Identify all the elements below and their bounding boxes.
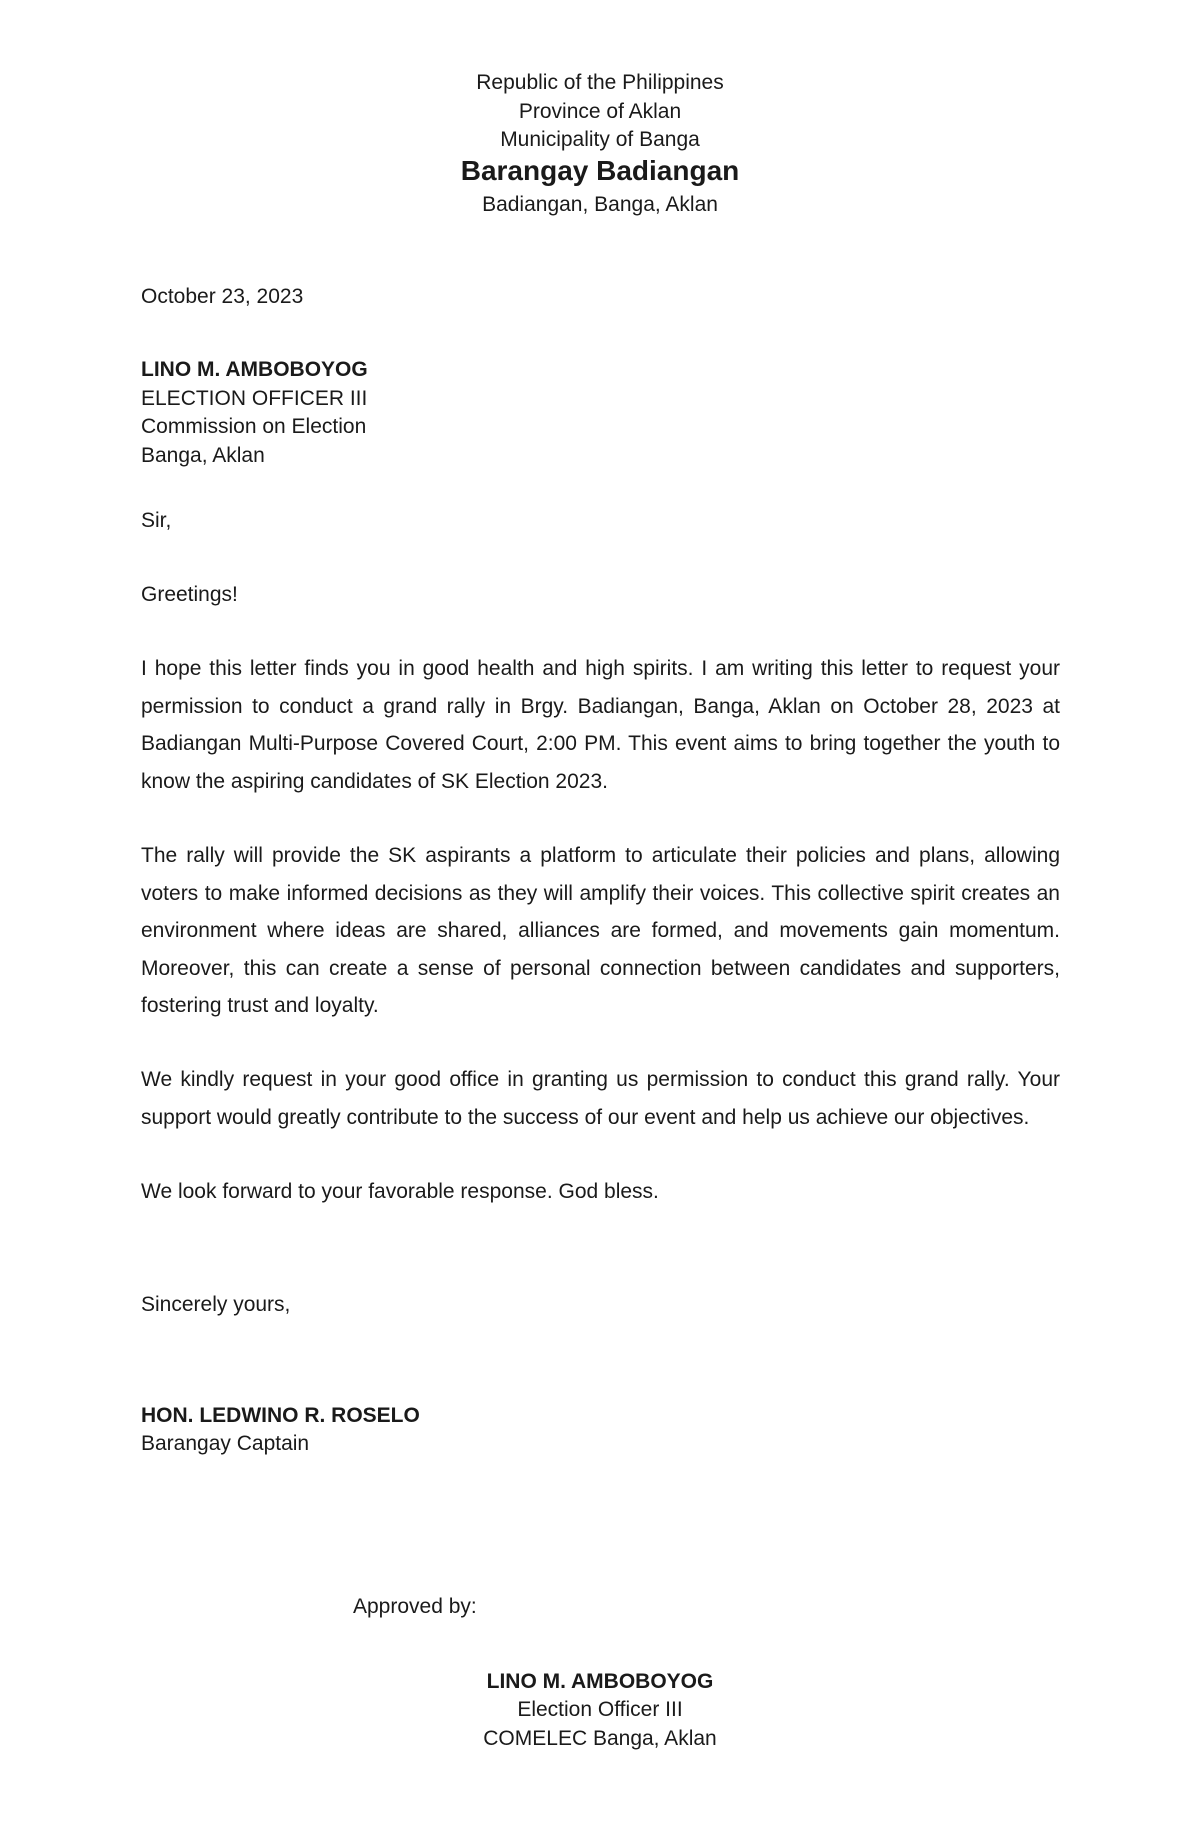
recipient-office: Commission on Election — [141, 415, 367, 438]
body-paragraph-1: I hope this letter finds you in good health and high spirits. I am writing this letter to request your permission to conduct a grand rally in Brgy. Badiangan, Banga, Aklan on October 28, 2023 at Badiangan Multi-Purpose Covered Court, 2:00 PM. This event aims to bring together the youth to know the aspiring candidates of SK Election 2023. — [141, 657, 1060, 793]
letterhead-country: Republic of the Philippines — [476, 71, 724, 94]
recipient-location: Banga, Aklan — [141, 444, 265, 467]
letter-date: October 23, 2023 — [141, 285, 304, 308]
sender-name: HON. LEDWINO R. ROSELO — [141, 1404, 420, 1427]
approver-name: LINO M. AMBOBOYOG — [486, 1670, 714, 1693]
approver-office: COMELEC Banga, Aklan — [483, 1727, 717, 1750]
letterhead-address: Badiangan, Banga, Aklan — [482, 193, 718, 216]
letterhead-municipality: Municipality of Banga — [500, 128, 700, 151]
recipient-position: ELECTION OFFICER III — [141, 387, 368, 410]
letterhead-province: Province of Aklan — [518, 100, 682, 123]
greeting: Greetings! — [141, 583, 238, 606]
closing: Sincerely yours, — [141, 1293, 291, 1316]
approval-label: Approved by: — [353, 1595, 477, 1618]
letterhead-barangay-title: Barangay Badiangan — [460, 155, 740, 186]
recipient-name: LINO M. AMBOBOYOG — [141, 358, 368, 381]
body-paragraph-2: The rally will provide the SK aspirants a platform to articulate their policies and plans, allowing voters to make informed decisions as they will amplify their voices. This collective spirit creates an environment where ideas are shared, alliances are formed, and movements gain momentum. Moreover, this can create a sense of personal connection between candidates and supporters, fostering trust and loyalty. — [141, 844, 1060, 1017]
approver-position: Election Officer III — [517, 1698, 683, 1721]
salutation: Sir, — [141, 509, 172, 532]
body-paragraph-4: We look forward to your favorable response. God bless. — [141, 1180, 659, 1203]
body-paragraph-3: We kindly request in your good office in granting us permission to conduct this grand rally. Your support would greatly contribute to the success of our event and help us achieve our objectives. — [141, 1068, 1060, 1129]
sender-position: Barangay Captain — [141, 1432, 310, 1455]
